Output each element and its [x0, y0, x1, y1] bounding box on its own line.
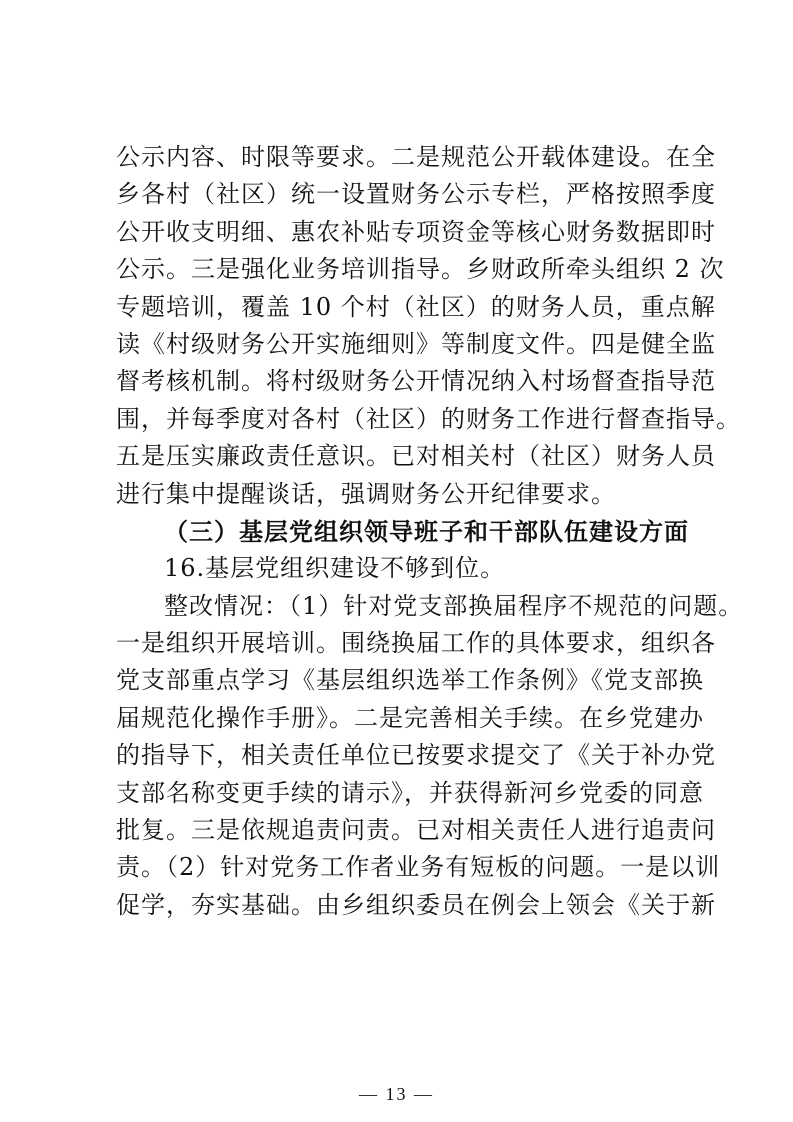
body-line: 五是压实廉政责任意识。已对相关村（社区）财务人员	[116, 442, 716, 471]
section-heading: （三）基层党组织领导班子和干部队伍建设方面	[164, 516, 689, 546]
body-line: 专题培训，覆盖 10 个村（社区）的财务人员，重点解	[116, 292, 716, 321]
body-line: 批复。三是依规追责问责。已对相关责任人进行追责问	[116, 816, 716, 845]
body-line: 乡各村（社区）统一设置财务公示专栏，严格按照季度	[116, 180, 716, 209]
body-line: 读《村级财务公开实施细则》等制度文件。四是健全监	[116, 329, 716, 358]
body-line: 进行集中提醒谈话，强调财务公开纪律要求。	[116, 479, 616, 508]
body-line: 届规范化操作手册》。二是完善相关手续。在乡党建办	[116, 703, 704, 732]
document-body	[116, 139, 744, 924]
body-line: 督考核机制。将村级财务公开情况纳入村场督查指导范	[116, 367, 716, 396]
body-line: 责。（2）针对党务工作者业务有短板的问题。一是以训	[116, 853, 721, 882]
page-number: — 13 —	[359, 1084, 434, 1104]
body-line: 公示。三是强化业务培训指导。乡财政所牵头组织 2 次	[116, 255, 725, 284]
body-line: 支部名称变更手续的请示》，并获得新河乡党委的同意	[116, 778, 704, 807]
body-line: 党支部重点学习《基层组织选举工作条例》《党支部换	[116, 666, 704, 695]
body-line: 公开收支明细、惠农补贴专项资金等核心财务数据即时	[116, 217, 716, 246]
body-line: 整改情况：（1）针对党支部换届程序不规范的问题。	[164, 591, 744, 620]
body-line: 公示内容、时限等要求。二是规范公开载体建设。在全	[116, 143, 716, 171]
item-title: 16.基层党组织建设不够到位。	[164, 554, 506, 583]
body-line: 围，并每季度对各村（社区）的财务工作进行督查指导。	[116, 404, 741, 433]
body-line: 一是组织开展培训。围绕换届工作的具体要求，组织各	[116, 629, 716, 658]
body-line: 促学，夯实基础。由乡组织委员在例会上领会《关于新	[116, 890, 716, 919]
body-line: 的指导下，相关责任单位已按要求提交了《关于补办党	[116, 741, 716, 770]
